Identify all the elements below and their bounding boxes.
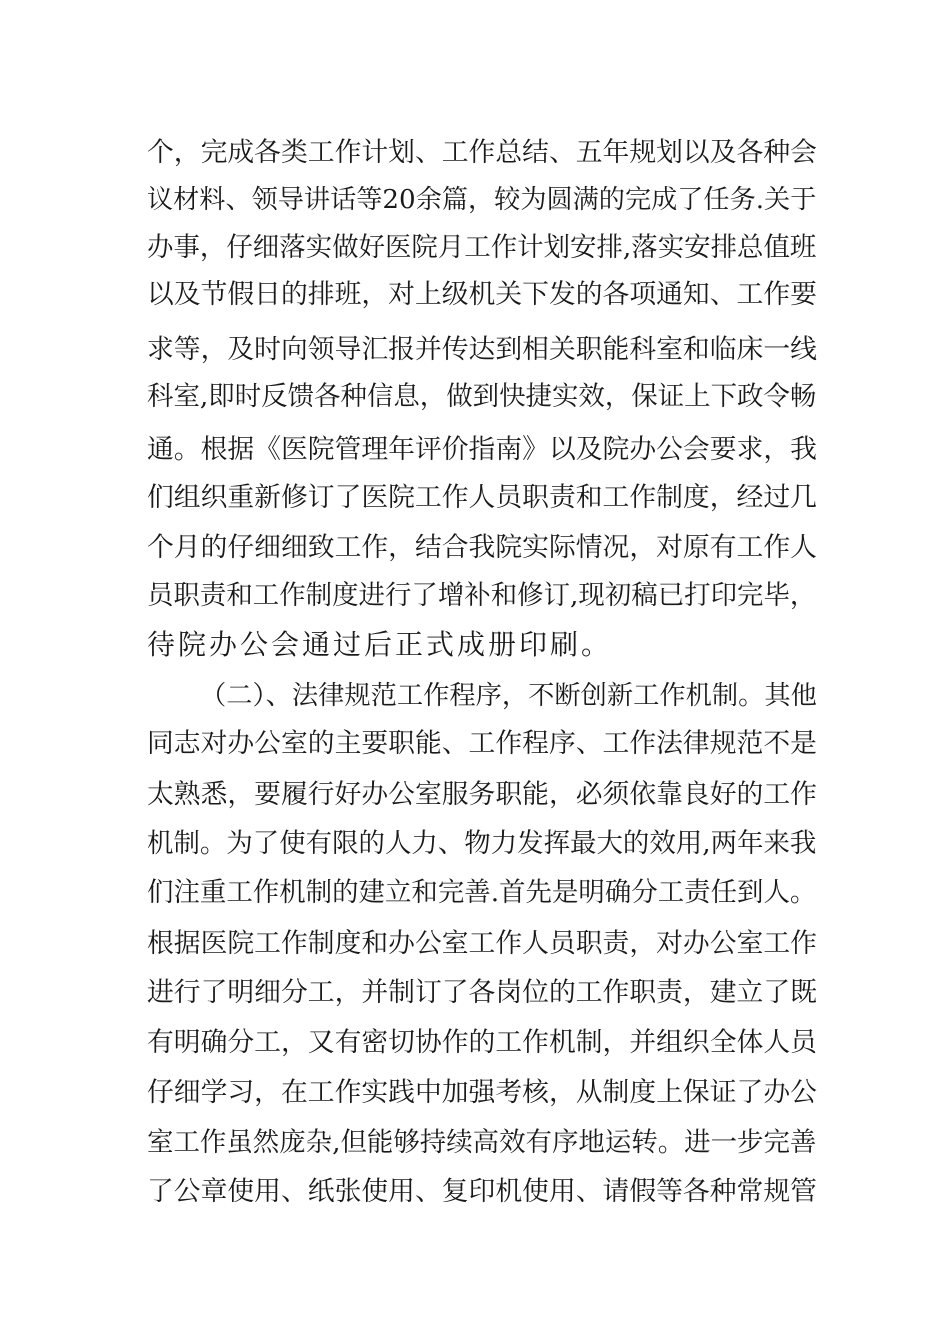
text-line: 员职责和工作制度进行了增补和修订,现初稿已打印完毕，	[147, 580, 817, 611]
text-line: 们注重工作机制的建立和完善.首先是明确分工责任到人。	[147, 877, 817, 908]
text-line: 个月的仔细细致工作，结合我院实际情况，对原有工作人	[147, 532, 817, 563]
text-line: 办事，仔细落实做好医院月工作计划安排,落实安排总值班	[147, 232, 817, 263]
text-line: 议材料、领导讲话等20余篇，较为圆满的完成了任务.关于	[147, 185, 817, 215]
text-line: 了公章使用、纸张使用、复印机使用、请假等各种常规管	[147, 1176, 817, 1207]
text-line: 通。根据《医院管理年评价指南》以及院办公会要求，我	[147, 434, 817, 465]
text-line: 科室,即时反馈各种信息，做到快捷实效，保证上下政令畅	[147, 381, 817, 412]
text-line: 根据医院工作制度和办公室工作人员职责，对办公室工作	[147, 928, 817, 959]
text-line: 有明确分工，又有密切协作的工作机制，并组织全体人员	[147, 1027, 817, 1058]
text-line: 太熟悉，要履行好办公室服务职能，必须依靠良好的工作	[147, 779, 817, 810]
text-line: 室工作虽然庞杂,但能够持续高效有序地运转。进一步完善	[147, 1127, 817, 1158]
text-line: 仔细学习，在工作实践中加强考核，从制度上保证了办公	[147, 1077, 817, 1108]
text-line: 们组织重新修订了医院工作人员职责和工作制度，经过几	[147, 482, 817, 513]
text-line: 个，完成各类工作计划、工作总结、五年规划以及各种会	[147, 137, 817, 168]
text-line: 机制。为了使有限的人力、物力发挥最大的效用,两年来我	[147, 828, 817, 859]
text-line: 求等，及时向领导汇报并传达到相关职能科室和临床一线	[147, 334, 817, 365]
text-line: 同志对办公室的主要职能、工作程序、工作法律规范不是	[147, 728, 817, 759]
section-heading-line: （二）、法律规范工作程序，不断创新工作机制。其他	[200, 681, 817, 711]
text-line: 待院办公会通过后正式成册印刷。	[147, 628, 613, 661]
text-line: 以及节假日的排班，对上级机关下发的各项通知、工作要	[147, 279, 817, 310]
text-line: 进行了明细分工，并制订了各岗位的工作职责，建立了既	[147, 977, 817, 1008]
